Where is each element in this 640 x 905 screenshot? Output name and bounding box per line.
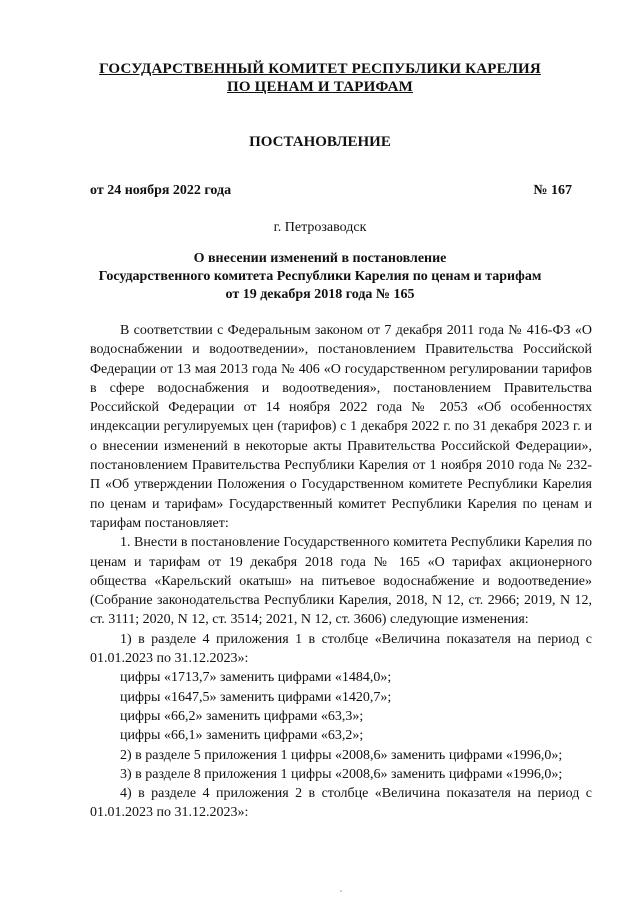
replacement-line-4: цифры «66,1» заменить цифрами «63,2»;	[120, 728, 364, 744]
scan-speck	[340, 890, 342, 892]
issuing-authority	[0, 60, 640, 96]
authority-line-1: ГОСУДАРСТВЕННЫЙ КОМИТЕТ РЕСПУБЛИКИ КАРЕЛИЯ	[99, 61, 541, 77]
authority-line-2: ПО ЦЕНАМ И ТАРИФАМ	[226, 79, 414, 95]
document-body	[90, 321, 592, 823]
document-date: от 24 ноября 2022 года	[90, 183, 232, 198]
subitem-4-paragraph: 4) в разделе 4 приложения 2 в столбце «Величина показателя на период с 01.01.2023 по 31.12.2023»:	[90, 786, 592, 821]
subject-line-3: от 19 декабря 2018 года № 165	[225, 287, 415, 302]
document-number: № 167	[533, 183, 572, 198]
replacement-line-1: цифры «1713,7» заменить цифрами «1484,0»;	[120, 670, 392, 686]
document-type: ПОСТАНОВЛЕНИЕ	[249, 134, 391, 150]
subitem-2-paragraph: 2) в разделе 5 приложения 1 цифры «2008,6» заменить цифрами «1996,0»;	[120, 747, 563, 763]
document-city: г. Петрозаводск	[273, 220, 367, 235]
subject-line-1: О внесении изменений в постановление	[193, 251, 447, 266]
item-1-paragraph: 1. Внести в постановление Государственного комитета Республики Карелия по ценам и тарифам от 19 декабря 2018 года № 165 «О тарифах акционерного общества «Карельский окатыш» на питьевое водоснабжение и водоотведение» (Собрание законодательства Республики Карелия, 2018, N 12, ст. 2966; 2019, N 12, ст. 3111; 2020, N 12, ст. 3514; 2021, N 12, ст. 3606) следующие изменения:	[90, 535, 592, 628]
subitem-1-paragraph: 1) в разделе 4 приложения 1 в столбце «Величина показателя на период с 01.01.2023 по 31.12.2023»:	[90, 631, 592, 667]
document-subject	[0, 250, 640, 304]
replacement-line-3: цифры «66,2» заменить цифрами «63,3»;	[120, 708, 364, 724]
subitem-3-paragraph: 3) в разделе 8 приложения 1 цифры «2008,6» заменить цифрами «1996,0»;	[120, 766, 563, 782]
replacement-line-2: цифры «1647,5» заменить цифрами «1420,7»;	[120, 689, 392, 705]
preamble-paragraph: В соответствии с Федеральным законом от 7 декабря 2011 года № 416-ФЗ «О водоснабжении и водоотведении», постановлением Правительства Российской Федерации от 13 мая 2013 года № 406 «О государственном регулировании тарифов в сфере водоснабжения и водоотведения», постановлением Правительства Российской Федерации от 14 ноября 2022 года № 2053 «Об особенностях индексации регулируемых цен (тарифов) с 1 декабря 2022 г. по 31 декабря 2023 г. и о внесении изменений в некоторые акты Правительства Российской Федерации», постановлением Правительства Республики Карелия от 1 ноября 2010 года № 232-П «Об утверждении Положения о Государственном комитете Республики Карелия по ценам и тарифам» Государственный комитет Республики Карелия по ценам и тарифам постановляет:	[90, 323, 592, 531]
subject-line-2: Государственного комитета Республики Карелия по ценам и тарифам	[98, 269, 542, 284]
